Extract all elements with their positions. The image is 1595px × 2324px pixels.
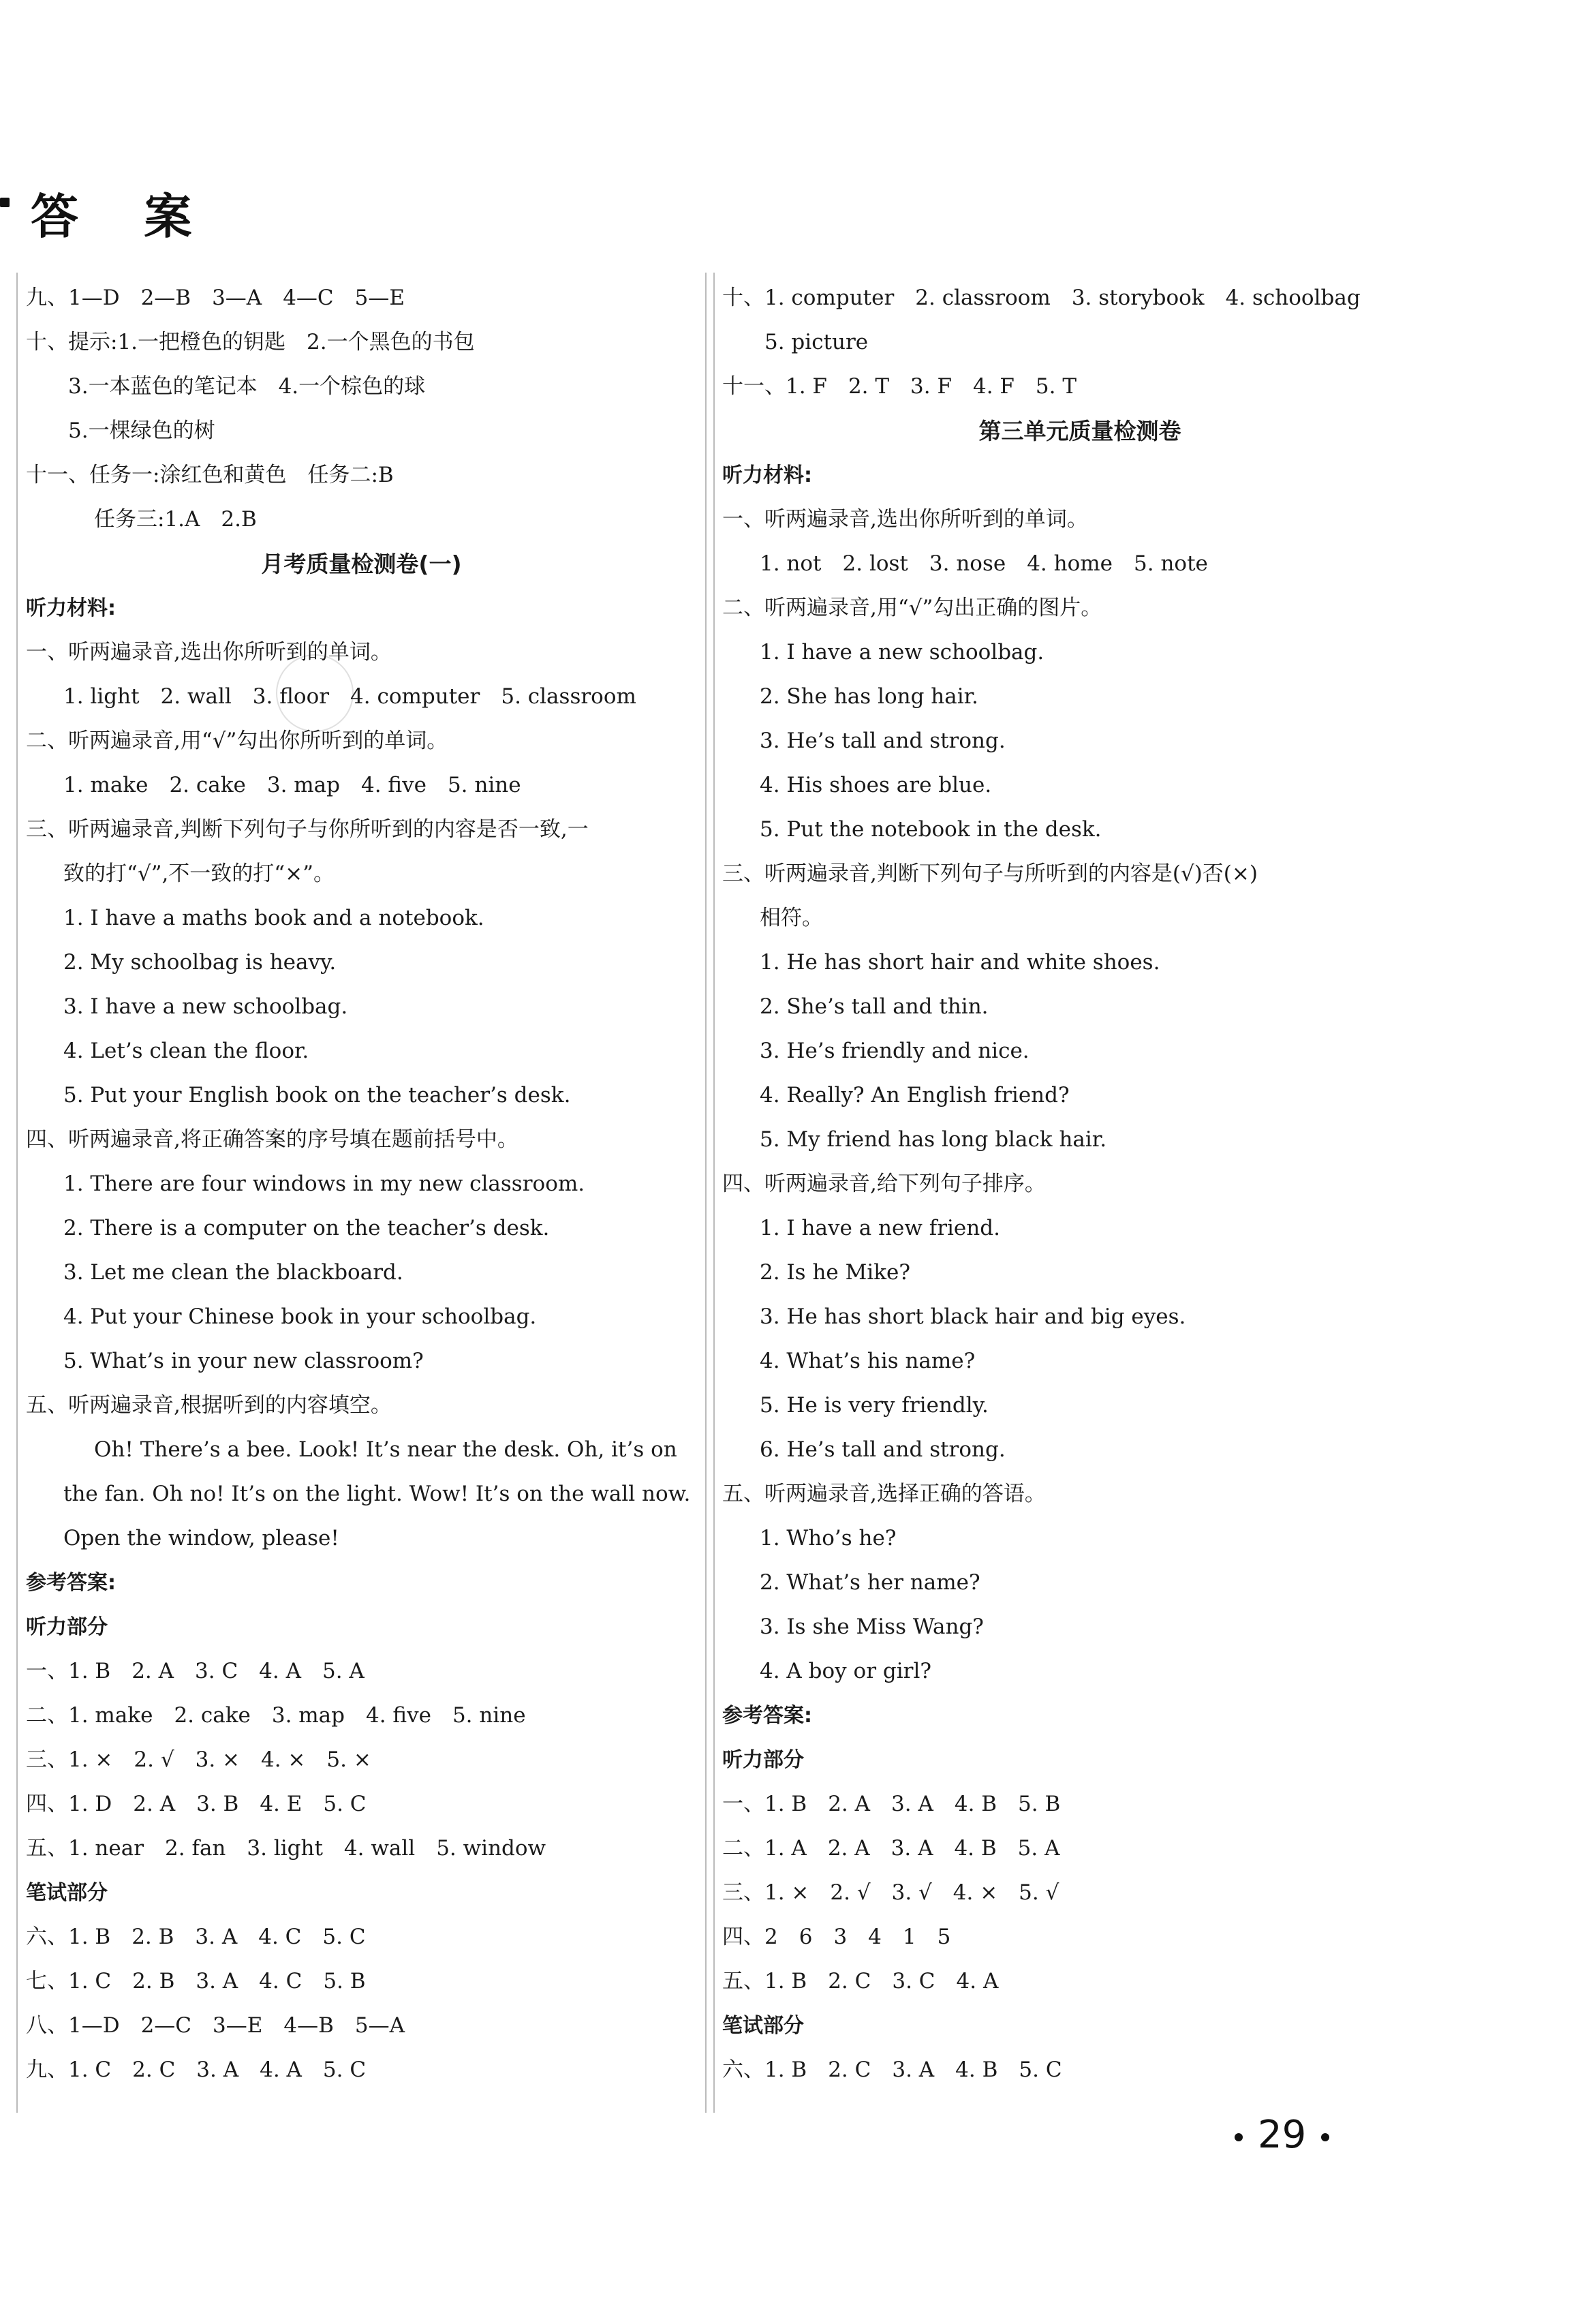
right-subsection-label: 听力材料: [722,463,812,487]
left-text-line: 1. I have a maths book and a notebook. [63,906,484,930]
left-text-line: 5. Put your English book on the teacher’s desk. [63,1083,571,1107]
left-text-line: 2. My schoolbag is heavy. [63,950,337,975]
bullet-icon [1321,2133,1329,2141]
right-text-line: 相符。 [760,906,823,930]
right-text-line: 4. His shoes are blue. [760,773,992,797]
right-text-line: 五、听两遍录音,选择正确的答语。 [722,1482,1046,1506]
left-text-line: 4. Put your Chinese book in your schoolbag. [63,1304,537,1329]
right-subsection-label: 笔试部分 [722,2014,804,2038]
left-text-line: Oh! There’s a bee. Look! It’s near the desk. Oh, it’s on [94,1437,677,1462]
right-text-line: 2. She’s tall and thin. [760,994,989,1019]
right-text-line: 四、2 6 3 4 1 5 [722,1925,951,1949]
left-text-line: 六、1. B 2. B 3. A 4. C 5. C [26,1925,366,1949]
left-text-line: 致的打“√”,不一致的打“×”。 [63,861,335,886]
left-text-line: 二、1. make 2. cake 3. map 4. five 5. nine [26,1703,526,1728]
left-section-heading: 月考质量检测卷(一) [261,551,462,577]
left-text-line: 四、1. D 2. A 3. B 4. E 5. C [26,1792,367,1816]
left-text-line: 3. Let me clean the blackboard. [63,1260,403,1285]
right-text-line: 4. A boy or girl? [760,1659,931,1683]
right-text-line: 5. My friend has long black hair. [760,1127,1107,1152]
right-text-line: 5. Put the notebook in the desk. [760,817,1102,842]
right-text-line: 3. He’s friendly and nice. [760,1039,1029,1063]
right-subsection-label: 参考答案: [722,1704,812,1728]
left-text-line: 五、1. near 2. fan 3. light 4. wall 5. window [26,1836,546,1861]
left-text-line: 一、听两遍录音,选出你所听到的单词。 [26,640,392,664]
left-text-line: 5.一棵绿色的树 [68,418,215,443]
right-text-line: 一、1. B 2. A 3. A 4. B 5. B [722,1792,1061,1816]
page-number [1220,2113,1344,2157]
right-text-line: 四、听两遍录音,给下列句子排序。 [722,1172,1046,1196]
right-column [722,276,1438,2092]
right-text-line: 二、听两遍录音,用“√”勾出正确的图片。 [722,596,1102,620]
left-text-line: 九、1. C 2. C 3. A 4. A 5. C [26,2058,367,2082]
right-text-line: 1. Who’s he? [760,1526,897,1550]
left-text-line: 1. make 2. cake 3. map 4. five 5. nine [63,773,521,797]
left-text-line: 九、1—D 2—B 3—A 4—C 5—E [26,286,405,310]
right-text-line: 2. She has long hair. [760,684,978,709]
right-text-line: 4. What’s his name? [760,1349,976,1373]
right-text-line: 1. not 2. lost 3. nose 4. home 5. note [760,551,1208,576]
right-text-line: 十、1. computer 2. classroom 3. storybook 4. schoolbag [722,286,1361,310]
left-text-line: 十、提示:1.一把橙色的钥匙 2.一个黑色的书包 [26,330,475,354]
right-text-line: 五、1. B 2. C 3. C 4. A [722,1969,999,1993]
right-text-line: 4. Really? An English friend? [760,1083,1070,1107]
title-marker [0,198,10,207]
column-divider-middle-inner [713,273,715,2113]
left-text-line: 四、听两遍录音,将正确答案的序号填在题前括号中。 [26,1127,518,1152]
left-text-line: the fan. Oh no! It’s on the light. Wow! It’s on the wall now. [63,1482,691,1506]
right-text-line: 三、听两遍录音,判断下列句子与所听到的内容是(√)否(×) [722,861,1258,886]
column-divider-left [16,273,18,2113]
page-title: 答 案 [31,189,217,245]
column-divider-middle [705,273,707,2113]
right-text-line: 1. He has short hair and white shoes. [760,950,1160,975]
right-section-heading: 第三单元质量检测卷 [978,418,1181,444]
right-text-line: 6. He’s tall and strong. [760,1437,1006,1462]
right-text-line: 3. He has short black hair and big eyes. [760,1304,1186,1329]
left-text-line: 5. What’s in your new classroom? [63,1349,424,1373]
left-text-line: 3.一本蓝色的笔记本 4.一个棕色的球 [68,374,426,399]
right-text-line: 十一、1. F 2. T 3. F 4. F 5. T [722,374,1077,399]
left-text-line: 3. I have a new schoolbag. [63,994,348,1019]
right-text-line: 二、1. A 2. A 3. A 4. B 5. A [722,1836,1060,1861]
right-text-line: 一、听两遍录音,选出你所听到的单词。 [722,507,1088,532]
left-text-line: 1. light 2. wall 3. floor 4. computer 5. classroom [63,684,636,709]
left-subsection-label: 听力材料: [26,596,116,620]
right-subsection-label: 听力部分 [722,1748,804,1772]
left-text-line: 2. There is a computer on the teacher’s desk. [63,1216,550,1240]
right-text-line: 5. picture [764,330,869,354]
left-text-line: 三、听两遍录音,判断下列句子与你所听到的内容是否一致,一 [26,817,589,842]
left-column [26,276,697,2092]
bullet-icon [1235,2133,1243,2141]
left-text-line: 七、1. C 2. B 3. A 4. C 5. B [26,1969,366,1993]
right-text-line: 2. Is he Mike? [760,1260,911,1285]
right-text-line: 2. What’s her name? [760,1570,980,1595]
left-text-line: Open the window, please! [63,1526,339,1550]
right-text-line: 三、1. × 2. √ 3. √ 4. × 5. √ [722,1880,1059,1905]
right-text-line: 六、1. B 2. C 3. A 4. B 5. C [722,2058,1062,2082]
right-text-line: 3. Is she Miss Wang? [760,1615,984,1639]
left-text-line: 五、听两遍录音,根据听到的内容填空。 [26,1393,392,1418]
left-text-line: 三、1. × 2. √ 3. × 4. × 5. × [26,1747,371,1772]
left-text-line: 八、1—D 2—C 3—E 4—B 5—A [26,2013,405,2038]
page-number-text: 29 [1258,2113,1307,2157]
left-text-line: 一、1. B 2. A 3. C 4. A 5. A [26,1659,365,1683]
left-text-line: 十一、任务一:涂红色和黄色 任务二:B [26,463,394,487]
left-subsection-label: 参考答案: [26,1571,116,1595]
left-subsection-label: 听力部分 [26,1615,108,1639]
right-text-line: 3. He’s tall and strong. [760,729,1006,753]
left-text-line: 4. Let’s clean the floor. [63,1039,309,1063]
left-subsection-label: 笔试部分 [26,1881,108,1905]
right-text-line: 1. I have a new schoolbag. [760,640,1044,664]
right-text-line: 1. I have a new friend. [760,1216,1000,1240]
left-text-line: 任务三:1.A 2.B [94,507,257,532]
left-text-line: 1. There are four windows in my new classroom. [63,1172,585,1196]
left-text-line: 二、听两遍录音,用“√”勾出你所听到的单词。 [26,729,448,753]
right-text-line: 5. He is very friendly. [760,1393,989,1418]
